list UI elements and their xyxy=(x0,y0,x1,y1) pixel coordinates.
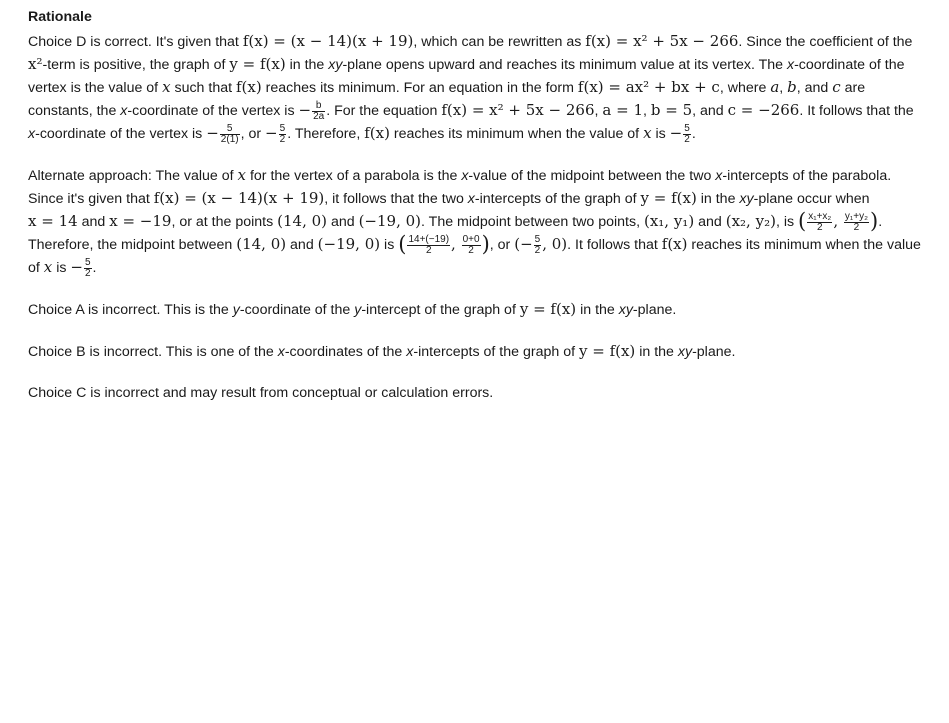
alternate-approach: Alternate approach: The value of x for the vertex of a parabola is the x-value of the midpoint between the two x-intercepts of the parabola. Since it's given that f(x) = (x − 14)(x + 19), it follows that the two x-intercepts of the graph of y = f(x) in the xy-plane occur when x = 14 and x = −19, or at the points (14, 0) and (−19, 0). The midpoint between two points, (x₁, y₁) and (x₂, y₂), is ( $\frac{\text{x₁+x₂}}{2}$ , $\frac{\text{y₁+y₂}}{2}$ ). Therefore, the midpoint between (14, 0) and (−19, 0) is ( $\frac{14+(-19)}{2}$ , $\frac{0+0}{2}$ ), or (− $\frac{5}{2}$ , 0). It follows that f(x) reaches its minimum when the value of x is − $\frac{5}{2}$ . xyxy=(28,166,921,279)
rationale-heading: Rationale xyxy=(28,9,92,25)
fraction: $\frac{5}{2}$ xyxy=(684,122,690,145)
fraction: $\frac{\text{x₁+x₂}}{2}$ xyxy=(808,210,832,233)
fraction: $\frac{14+(-19)}{2}$ xyxy=(408,233,450,256)
fraction: $\frac{\text{y₁+y₂}}{2}$ xyxy=(844,210,868,233)
fraction: $\frac{5}{2}$ xyxy=(279,122,286,145)
fraction: $\frac{5}{2}$ xyxy=(84,256,91,279)
fraction: $\frac{5}{2}$ xyxy=(534,233,541,256)
explanation-choice-d: Choice D is correct. It's given that f(x) = (x − 14)(x + 19), which can be rewritten as f(x) = x² + 5x − 266. Since the coefficient of the x²-term is positive, the graph of y = f(x) in the xy-plane opens upward and reaches its minimum value at its vertex. The x-coordinate of the vertex is the value of x such that f(x) reaches its minimum. For an equation in the form f(x) = ax² + bx + c, where a, b, and c are constants, the x-coordinate of the vertex is − $\frac{b}{2a}$ . For the equation f(x) = x² + 5x − 266, a = 1, b = 5, and c = −266. It follows that the x-coordinate of the vertex is − $\frac{5}{2(1)}$ , or − $\frac{5}{2}$ . Therefore, f(x) reaches its minimum when the value of x is − $\frac{5}{2}$ . xyxy=(28,32,914,145)
fraction: $\frac{0+0}{2}$ xyxy=(462,233,480,256)
explanation-choice-c: Choice C is incorrect and may result from conceptual or calculation errors. xyxy=(28,385,494,401)
fraction: $\frac{b}{2a}$ xyxy=(313,99,325,122)
explanation-choice-b: Choice B is incorrect. This is one of the x-coordinates of the x-intercepts of the graph of y = f(x) in the xy-plane. xyxy=(28,342,736,360)
fraction: $\frac{5}{2(1)}$ xyxy=(220,122,239,145)
explanation-choice-a: Choice A is incorrect. This is the y-coordinate of the y-intercept of the graph of y = f(x) in the xy-plane. xyxy=(28,300,677,318)
